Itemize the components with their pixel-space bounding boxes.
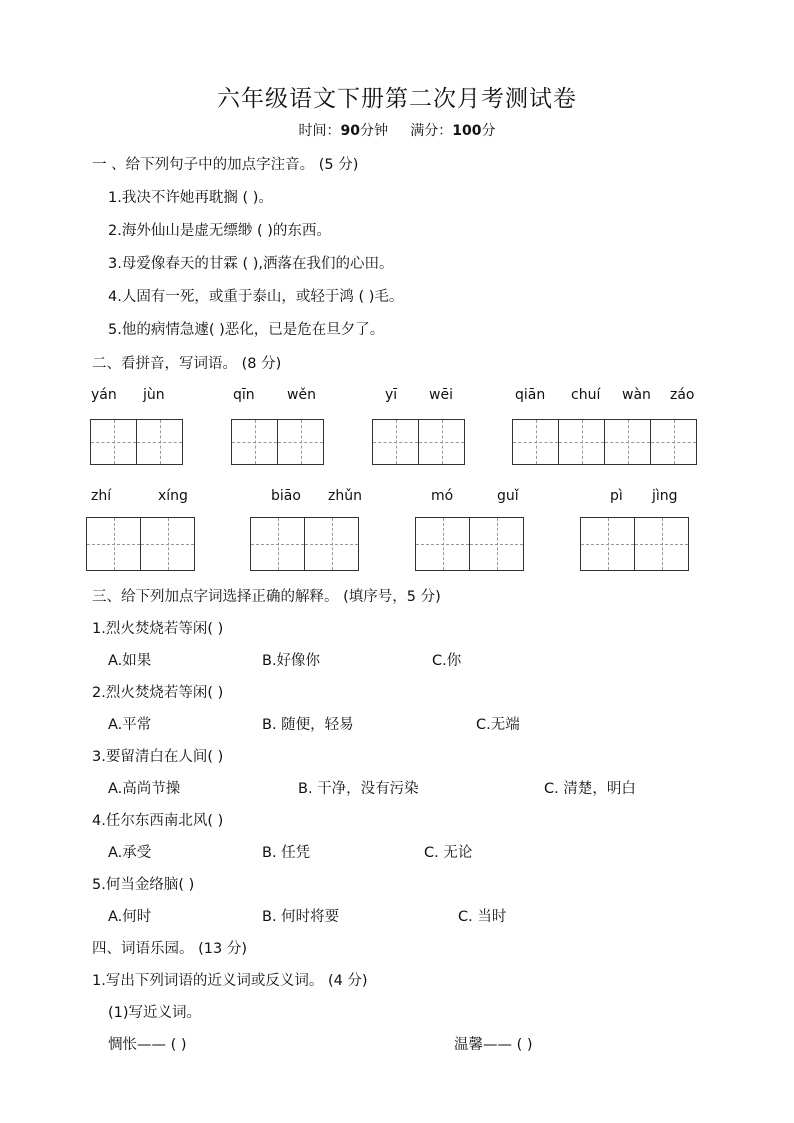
writing-cell[interactable] — [651, 419, 697, 465]
score-unit: 分 — [481, 123, 496, 139]
writing-grid[interactable] — [415, 517, 524, 571]
writing-cell[interactable] — [141, 517, 195, 571]
pinyin-label: qiān — [515, 387, 546, 403]
pinyin-label: zhǔn — [328, 488, 362, 504]
pinyin-label: zhí — [91, 488, 112, 504]
section1-item: 5.他的病情急遽( )恶化，已是危在旦夕了。 — [108, 322, 385, 338]
option-a: A.高尚节操 — [108, 781, 181, 797]
writing-cell[interactable] — [87, 517, 141, 571]
writing-cell[interactable] — [559, 419, 605, 465]
section1-item: 1.我决不许她再耽搁 ( )。 — [108, 190, 273, 206]
option-a: A.何时 — [108, 909, 152, 925]
writing-cell[interactable] — [251, 517, 305, 571]
option-c: C. 清楚，明白 — [544, 781, 636, 797]
pinyin-label: yī — [385, 387, 398, 403]
pinyin-label: wàn — [622, 387, 651, 403]
option-a: A.承受 — [108, 845, 152, 861]
section2-heading: 二、看拼音，写词语。 (8 分) — [92, 356, 282, 372]
question-text: 5.何当金络脑( ) — [92, 877, 195, 893]
writing-cell[interactable] — [581, 517, 635, 571]
option-c: C. 无论 — [424, 845, 473, 861]
writing-cell[interactable] — [373, 419, 419, 465]
section4-sub1a: (1)写近义词。 — [108, 1005, 202, 1021]
pinyin-label: wěn — [287, 387, 316, 403]
writing-cell[interactable] — [232, 419, 278, 465]
option-b: B.好像你 — [262, 653, 321, 669]
option-c: C.无端 — [476, 717, 520, 733]
question-text: 3.要留清白在人间( ) — [92, 749, 224, 765]
writing-cell[interactable] — [305, 517, 359, 571]
section4-sub1: 1.写出下列词语的近义词或反义词。 (4 分) — [92, 973, 368, 989]
pinyin-label: wēi — [429, 387, 453, 403]
score-label: 满分： — [410, 123, 453, 139]
pinyin-label: chuí — [571, 387, 601, 403]
option-a: A.如果 — [108, 653, 152, 669]
pinyin-label: yán — [91, 387, 117, 403]
page-title: 六年级语文下册第二次月考测试卷 — [217, 86, 577, 112]
synonym-item: 惆怅—— ( ) — [108, 1037, 187, 1053]
writing-grid[interactable] — [250, 517, 359, 571]
pinyin-label: mó — [431, 488, 454, 504]
pinyin-label: qīn — [233, 387, 255, 403]
question-text: 1.烈火焚烧若等闲( ) — [92, 621, 224, 637]
score-value: 100 — [452, 123, 482, 139]
time-unit: 分钟 — [359, 123, 388, 139]
time-value: 90 — [340, 123, 360, 139]
option-a: A.平常 — [108, 717, 152, 733]
section1-item: 4.人固有一死，或重于泰山，或轻于鸿 ( )毛。 — [108, 289, 404, 305]
writing-cell[interactable] — [605, 419, 651, 465]
writing-grid[interactable] — [231, 419, 324, 465]
option-b: B. 任凭 — [262, 845, 311, 861]
section1-item: 2.海外仙山是虚无缥缈 ( )的东西。 — [108, 223, 331, 239]
section1-item: 3.母爱像春天的甘霖 ( ),洒落在我们的心田。 — [108, 256, 394, 272]
pinyin-label: xíng — [158, 488, 188, 504]
section3-heading: 三、给下列加点字词选择正确的解释。 (填序号，5 分) — [92, 589, 441, 605]
writing-cell[interactable] — [635, 517, 689, 571]
section4-heading: 四、词语乐园。 (13 分) — [92, 941, 247, 957]
writing-cell[interactable] — [416, 517, 470, 571]
option-c: C.你 — [432, 653, 462, 669]
writing-cell[interactable] — [470, 517, 524, 571]
pinyin-label: jùn — [143, 387, 165, 403]
option-c: C. 当时 — [458, 909, 507, 925]
writing-cell[interactable] — [137, 419, 183, 465]
writing-cell[interactable] — [419, 419, 465, 465]
pinyin-label: biāo — [271, 488, 301, 504]
pinyin-label: pì — [610, 488, 623, 504]
pinyin-label: jìng — [652, 488, 678, 504]
pinyin-label: záo — [670, 387, 695, 403]
option-b: B. 随便，轻易 — [262, 717, 354, 733]
writing-grid[interactable] — [512, 419, 697, 465]
section1-heading: 一 、给下列句子中的加点字注音。 (5 分) — [92, 157, 359, 173]
writing-cell[interactable] — [91, 419, 137, 465]
writing-grid[interactable] — [580, 517, 689, 571]
option-b: B. 何时将要 — [262, 909, 340, 925]
option-b: B. 干净，没有污染 — [298, 781, 419, 797]
question-text: 4.任尔东西南北风( ) — [92, 813, 224, 829]
writing-cell[interactable] — [513, 419, 559, 465]
writing-cell[interactable] — [278, 419, 324, 465]
writing-grid[interactable] — [90, 419, 183, 465]
synonym-item: 温馨—— ( ) — [454, 1037, 533, 1053]
exam-meta — [0, 120, 794, 140]
time-label: 时间： — [298, 123, 341, 139]
pinyin-label: guǐ — [497, 488, 519, 504]
writing-grid[interactable] — [86, 517, 195, 571]
question-text: 2.烈火焚烧若等闲( ) — [92, 685, 224, 701]
writing-grid[interactable] — [372, 419, 465, 465]
